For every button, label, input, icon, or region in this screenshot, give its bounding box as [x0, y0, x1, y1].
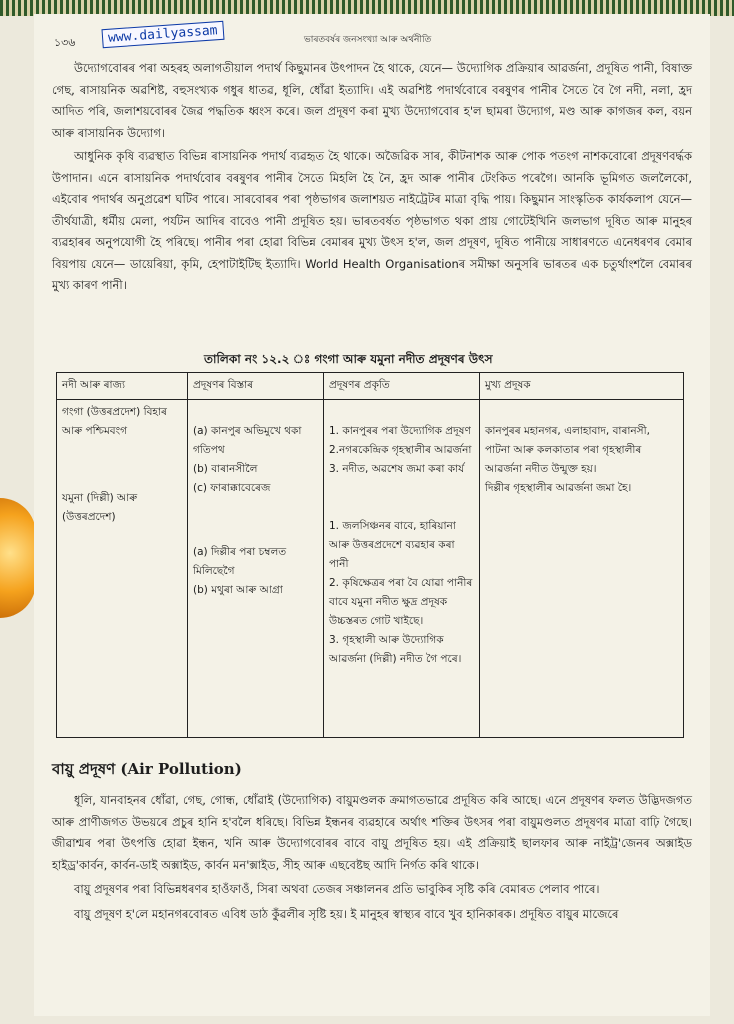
- cell-text: কানপুৰৰ মহানগৰ, এলাহাবাদ, বাৰানসী, পাটনা আৰু কলকাতাৰ পৰা গৃহস্থালীৰ আৱৰ্জনা নদীত উন্মুক্ত হয়। দিল্লীৰ গৃহস্থালীৰ আৱৰ্জনা জমা হৈ।: [485, 425, 650, 494]
- column-header: নদী আৰু ৰাজ্য: [57, 373, 188, 400]
- section-title-en: (Air Pollution): [120, 760, 242, 778]
- paragraph: ধূলি, যানবাহনৰ ধোঁৱা, গেছ, গোন্ধ, ধোঁৱাই (উদ্যোগিক) বায়ুমণ্ডলক ক্ৰমাগতভাৱে প্ৰদূষিত কৰি আছে। এনে প্ৰদূষণৰ ফলত উদ্ভিদজগত আৰু প্ৰাণীজগত উভয়ৰে প্ৰচুৰ হানি হ'বলৈ ধৰিছে। বিভিন্ন ইন্ধনৰ ব্যৱহাৰে অৰ্থাৎ শক্তিৰ উৎসৰ পৰা বায়ুমণ্ডলত প্ৰদূষণৰ মাত্ৰা বাঢ়ি গৈছে। জীৱাশ্মৰ পৰা উৎপত্তি হোৱা ইন্ধন, খনি আৰু উদ্যোগবোৰৰ বাবে বায়ু প্ৰদূষিত হয়। এই প্ৰক্ৰিয়াই ছালফাৰ আৰু নাইট্ৰ'জেনৰ অক্সাইড হাইড্ৰ'কাৰ্বন, কাৰ্বন-ডাই অক্সাইড, কাৰ্বন মন'ক্সাইড, সীহ আৰু এছবেষ্টছ আদি নিৰ্গত কৰি থাকে।: [52, 793, 692, 872]
- cell-text: গংগা (উত্তৰপ্ৰদেশ) বিহাৰ আৰু পশ্চিমবংগ: [62, 406, 167, 437]
- cell-text: (a) দিল্লীৰ পৰা চম্বলত মিলিছেগৈ (b) মথুৰা আৰু আগ্ৰা: [193, 546, 287, 596]
- page-header: [54, 24, 694, 54]
- running-head: ভাৰতবৰ্ষৰ জনসংখ্যা আৰু অৰ্থনীতি: [304, 35, 432, 45]
- pollution-sources-table: [56, 372, 684, 738]
- cell-river-ganga: [57, 400, 188, 738]
- cell-text: 1. জলসিঞ্চনৰ বাবে, হাৰিয়ানা আৰু উত্তৰপ্ৰদেশে ব্যৱহাৰ কৰা পানী 2. কৃষিক্ষেত্ৰৰ পৰা বৈ যোৱা পানীৰ বাবে যমুনা নদীত ক্ষুদ্ৰ প্ৰদূষক উচ্চস্তৰত গোট খাইছে। 3. গৃহস্থালী আৰু উদ্যোগিক আৱৰ্জনা (দিল্লী) নদীত গৈ পৰে।: [329, 520, 473, 665]
- paragraph: বায়ু প্ৰদূষণ হ'লে মহানগৰবোৰত এবিধ ডাঠ কুঁৱলীৰ সৃষ্টি হয়। ই মানুহৰ স্বাস্থ্যৰ বাবে খুব হানিকাৰক। প্ৰদূষিত বায়ুৰ মাজেৰে: [74, 906, 619, 921]
- column-header: প্ৰদূষণৰ প্ৰকৃতি: [324, 373, 480, 400]
- paragraph: বায়ু প্ৰদূষণৰ পৰা বিভিন্নধৰণৰ হাওঁফাওঁ, সিৰা অথবা তেজৰ সঞ্চালনৰ প্ৰতি ভাবুকিৰ সৃষ্টি কৰি বেমাৰত পেলাব পাৰে।: [74, 882, 600, 896]
- watermark-logo: www.dailyassam: [101, 21, 224, 48]
- table-header-row: [57, 373, 684, 400]
- column-header: মুখ্য প্ৰদূষক: [480, 373, 684, 400]
- section-title: [52, 758, 242, 783]
- cell-text: (a) কানপুৰ অভিমুখে থকা গতিপথ (b) বাৰানসীলৈ (c) ফাৰাক্কাবেৰেজ: [193, 425, 302, 494]
- page-number: ১৩৬: [54, 36, 76, 49]
- table-row: [57, 400, 684, 738]
- paragraph: উদ্যোগবোৰৰ পৰা অহৰহ অলাগতীয়াল পদাৰ্থ কিছুমানৰ উৎপাদন হৈ থাকে, যেনে— উদ্যোগিক প্ৰক্ৰিয়াৰ আৱৰ্জনা, প্ৰদূষিত পানী, বিষাক্ত গেছ, ৰাসায়নিক অৱশিষ্ট, বহুসংখ্যক গধুৰ ধাতৱ, ধূলি, ধোঁৱা ইত্যাদি। এই অৱশিষ্ট পদাৰ্থবোৰে বৰষুণৰ পানীৰ সৈতে বৈ গৈ নদী, নলা, হ্ৰদ আদিত পৰি, জলাশয়বোৰৰ জৈৱ পদ্ধতিক ধ্বংস কৰে। জল প্ৰদূষণ কৰা মুখ্য উদ্যোগবোৰ হ'ল ছামৰা উদ্যোগ, মণ্ড আৰু কাগজৰ কল, বয়ন আৰু ৰাসায়নিক উদ্যোগ।: [52, 61, 692, 140]
- column-header: প্ৰদূষণৰ বিস্তাৰ: [188, 373, 324, 400]
- book-page: [34, 14, 710, 1016]
- cell-text: 1. কানপুৰৰ পৰা উদ্যোগিক প্ৰদূষণ 2.নগৰকেন্দ্ৰিক গৃহস্থালীৰ আৱৰ্জনা 3. নদীত, অৱশেষ জমা কৰা কাৰ্য: [329, 425, 472, 475]
- decorative-orb: [0, 498, 36, 618]
- cell-extent: [188, 400, 324, 738]
- table-caption: তালিকা নং ১২.২ ঃ গংগা আৰু যমুনা নদীত প্ৰদূষণৰ উৎস: [204, 352, 493, 366]
- water-pollution-text: [52, 58, 692, 299]
- air-pollution-text: [52, 790, 692, 928]
- paragraph: আধুনিক কৃষি ব্যৱস্থাত বিভিন্ন ৰাসায়নিক পদাৰ্থ ব্যৱহৃত হৈ থাকে। অজৈৱিক সাৰ, কীটনাশক আৰু পোক পতংগ নাশকবোৰো প্ৰদূষণবৰ্দ্ধক উপাদান। এনে ৰাসায়নিক পদাৰ্থবোৰ বৰষুণৰ পানীৰ সৈতে মিহলি হৈ নৈ, হ্ৰদ আৰু পানীৰ টেংকিত পৰেগৈ। আনকি ভূমিগত জললৈকো, এইবোৰ পদাৰ্থৰ অনুপ্ৰৱেশ ঘটিব পাৰে। সাৰবোৰৰ পৰা পৃষ্ঠভাগৰ জলাশয়ত নাইট্ৰেটৰ মাত্ৰা বৃদ্ধি পায়। কিছুমান সাংস্কৃতিক কাৰ্যকলাপ যেনে— তীৰ্থযাত্ৰী, ধৰ্মীয় মেলা, পৰ্যটন আদিৰ বাবেও পানী প্ৰদূষিত হয়। ভাৰতবৰ্ষত পৃষ্ঠভাগত থকা প্ৰায় গোটেইখিনি জলভাগ দূষিত আৰু মানুহৰ ব্যৱহাৰৰ অনুপযোগী হৈ পৰিছে। পানীৰ পৰা হোৱা বিভিন্ন বেমাৰৰ মুখ্য উৎস হ'ল, জল প্ৰদূষণ, দূষিত পানীয়ে সাধাৰণতে এনেধৰণৰ বেমাৰ বিয়পায় যেনে— ডায়েৰিয়া, কৃমি, হেপাটাইটিছ ইত্যাদি। World Health Organisationৰ সমীক্ষা অনুসৰি ভাৰতৰ এক চতুৰ্থাংশলৈ বেমাৰৰ মুখ্য কাৰণ পানী।: [52, 149, 692, 292]
- cell-nature: [324, 400, 480, 738]
- section-title-as: বায়ু প্ৰদূষণ: [52, 760, 116, 778]
- cell-text: যমুনা (দিল্লী) আৰু (উত্তৰপ্ৰদেশ): [62, 492, 138, 523]
- cell-pollutants: [480, 400, 684, 738]
